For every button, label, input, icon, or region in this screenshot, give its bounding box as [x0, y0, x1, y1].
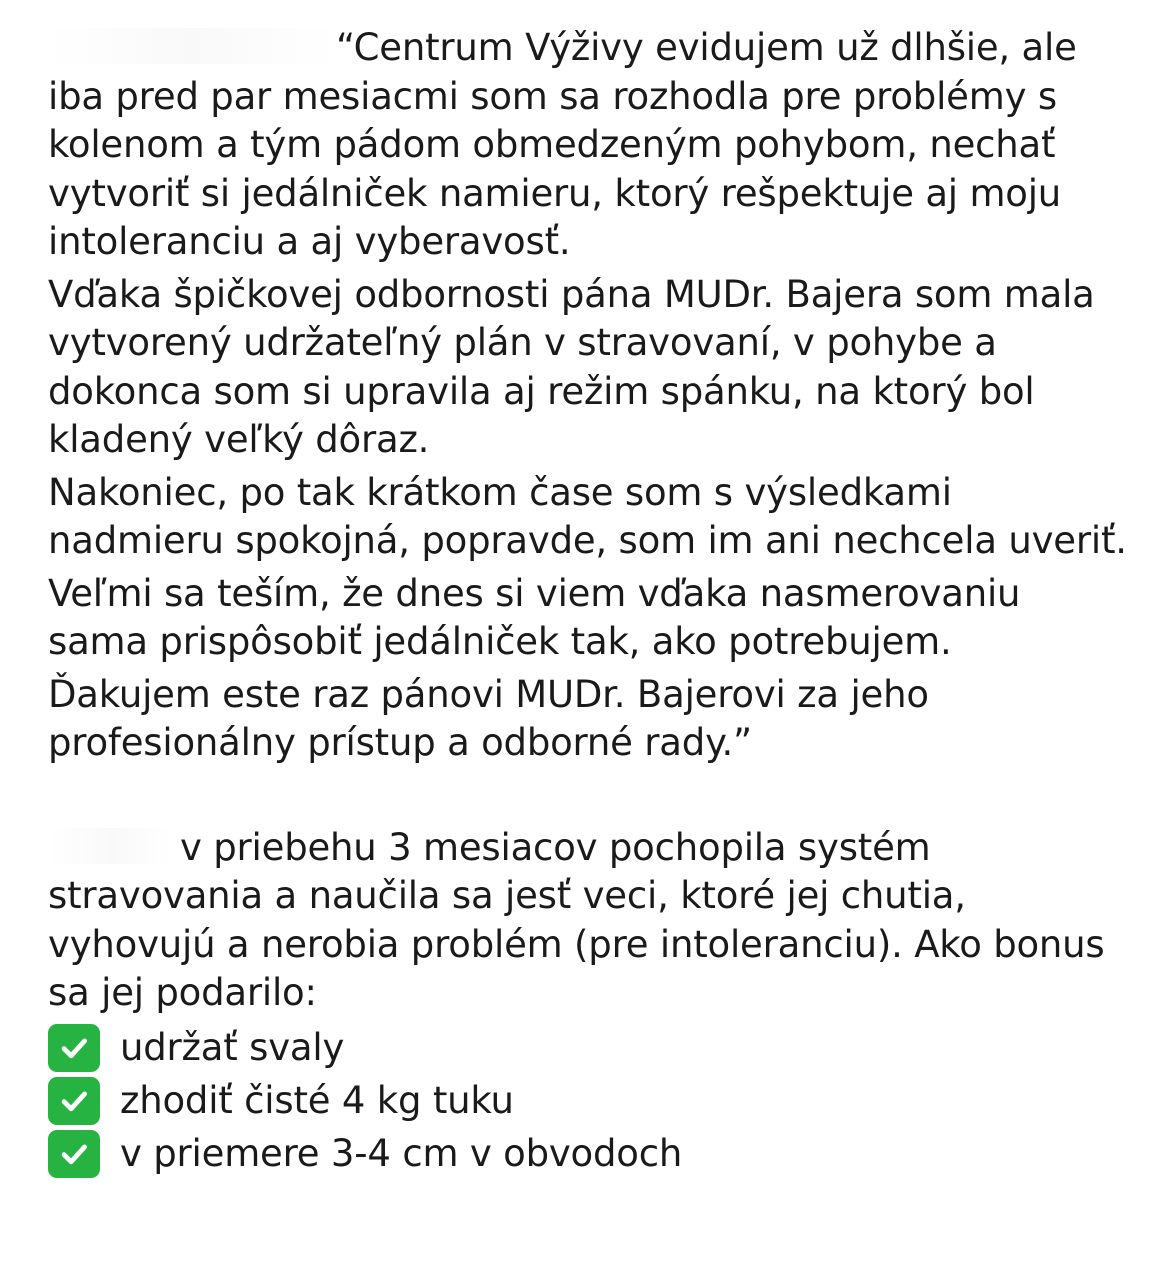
check-mark-icon — [48, 1024, 100, 1072]
testimonial-paragraph-4: Veľmi sa teším, že dnes si viem vďaka nasmerovaniu sama prispôsobiť jedálniček tak, ako potrebujem. — [48, 571, 1021, 663]
check-mark-icon — [48, 1077, 100, 1125]
summary-paragraph — [48, 824, 1128, 1018]
testimonial-paragraph-2: Vďaka špičkovej odbornosti pána MUDr. Bajera som mala vytvorený udržateľný plán v stravovaní, v pohybe a dokonca som si upravila aj režim spánku, na ktorý bol kladený veľký dôraz. — [48, 272, 1095, 461]
checklist-item-label: v priemere 3-4 cm v obvodoch — [120, 1131, 683, 1175]
checklist-item — [48, 1075, 1128, 1128]
checklist-item — [48, 1128, 1128, 1181]
checklist-item — [48, 1022, 1128, 1075]
check-mark-icon — [48, 1130, 100, 1178]
testimonial-paragraph-5: Ďakujem este raz pánovi MUDr. Bajerovi za jeho profesionálny prístup a odborné rady.” — [48, 672, 929, 764]
testimonial-paragraph-1-text: “Centrum Výživy evidujem už dlhšie, ale iba pred par mesiacmi som sa rozhodla pre problémy s kolenom a tým pádom obmedzeným pohybom, nechať vytvoriť si jedálniček namieru, ktorý rešpektuje aj moju intoleranciu a aj vyberavosť. — [48, 26, 1077, 263]
section-spacer — [48, 772, 1128, 824]
checklist-item-label: udržať svaly — [120, 1025, 345, 1069]
results-checklist — [48, 1022, 1128, 1181]
summary-text: v priebehu 3 mesiacov pochopila systém stravovania a naučila sa jesť veci, ktoré jej chutia, vyhovujú a nerobia problém (pre intoleranciu). Ako bonus sa jej podarilo: — [48, 825, 1105, 1014]
testimonial-document — [48, 24, 1128, 1181]
redacted-name — [48, 28, 336, 64]
checklist-item-label: zhodiť čisté 4 kg tuku — [120, 1078, 514, 1122]
redacted-name — [48, 828, 172, 864]
testimonial-paragraph-1 — [48, 24, 1128, 267]
testimonial-paragraph-3: Nakoniec, po tak krátkom čase som s výsledkami nadmieru spokojná, popravde, som im ani nechcela uveriť. — [48, 470, 1127, 562]
